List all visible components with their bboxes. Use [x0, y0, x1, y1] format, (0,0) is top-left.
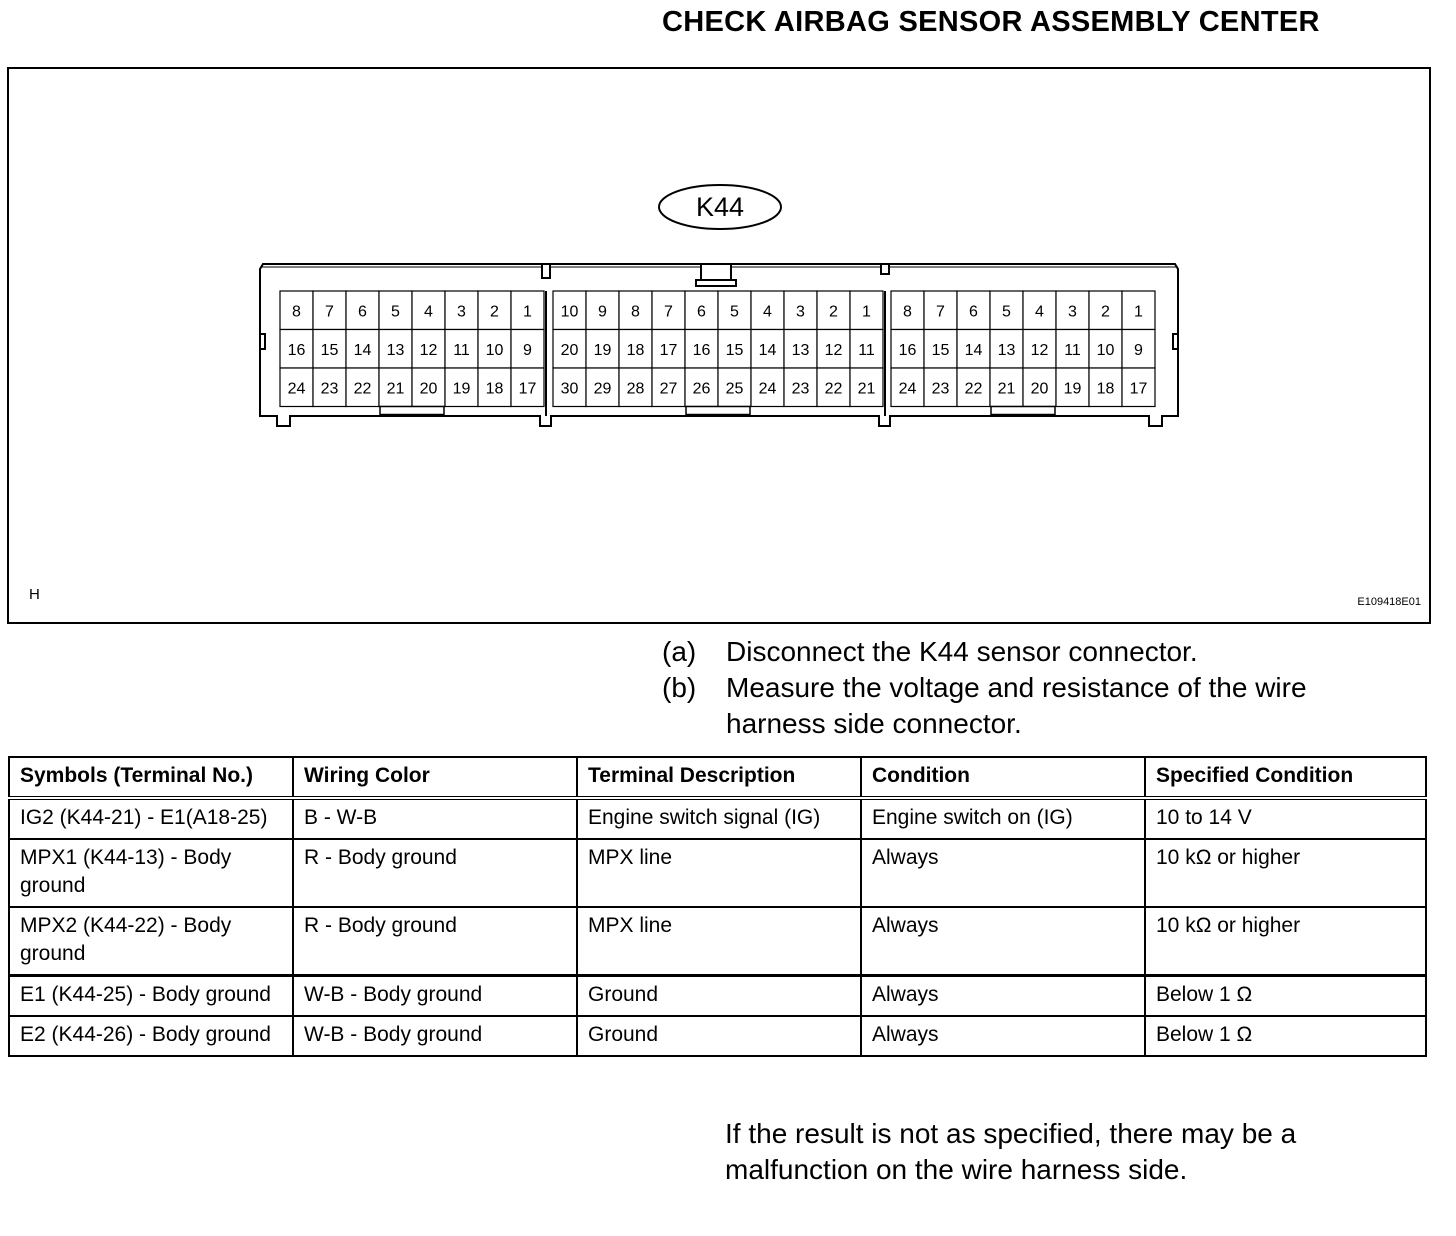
- terminal-number: 17: [518, 380, 537, 398]
- figure-corner-letter: H: [29, 586, 40, 603]
- terminal-number: 23: [931, 380, 950, 398]
- terminal-number: 9: [523, 341, 532, 359]
- terminal-number: 14: [353, 341, 372, 359]
- header-wiring-color: Wiring Color: [293, 757, 577, 798]
- terminal-number: 11: [453, 341, 470, 359]
- terminal-number: 19: [593, 341, 612, 359]
- terminal-number: 16: [692, 341, 711, 359]
- terminal-number: 13: [791, 341, 810, 359]
- terminal-number: 30: [560, 380, 579, 398]
- cell-specified-condition: Below 1 Ω: [1145, 976, 1426, 1017]
- cell-terminal-description: MPX line: [577, 839, 861, 907]
- terminal-number: 9: [598, 303, 607, 321]
- step-text: Disconnect the K44 sensor connector.: [726, 636, 1198, 667]
- terminal-number: 2: [829, 303, 838, 321]
- terminal-number: 8: [631, 303, 640, 321]
- terminal-number: 10: [560, 303, 579, 321]
- cell-specified-condition: Below 1 Ω: [1145, 1016, 1426, 1056]
- header-specified-condition: Specified Condition: [1145, 757, 1426, 798]
- terminal-number: 22: [964, 380, 983, 398]
- header-condition: Condition: [861, 757, 1145, 798]
- terminal-number: 17: [1129, 380, 1148, 398]
- terminal-number: 9: [1134, 341, 1143, 359]
- procedure-steps: [662, 634, 1386, 742]
- cell-symbols: E2 (K44-26) - Body ground: [9, 1016, 293, 1056]
- terminal-number: 29: [593, 380, 612, 398]
- step-b: [662, 670, 1386, 742]
- cell-symbols: IG2 (K44-21) - E1(A18-25): [9, 798, 293, 839]
- terminal-number: 18: [626, 341, 645, 359]
- terminal-number: 17: [659, 341, 678, 359]
- terminal-number: 12: [824, 341, 843, 359]
- cell-condition: Always: [861, 976, 1145, 1017]
- cell-wiring-color: R - Body ground: [293, 839, 577, 907]
- cell-condition: Always: [861, 839, 1145, 907]
- cell-specified-condition: 10 kΩ or higher: [1145, 839, 1426, 907]
- connector-diagram: [9, 69, 1429, 622]
- terminal-number: 11: [858, 341, 875, 359]
- cell-wiring-color: R - Body ground: [293, 907, 577, 976]
- terminal-number: 5: [1002, 303, 1011, 321]
- table-header-row: [9, 757, 1426, 798]
- cell-symbols: E1 (K44-25) - Body ground: [9, 976, 293, 1017]
- terminal-number: 2: [490, 303, 499, 321]
- step-letter: (a): [662, 636, 697, 667]
- step-letter: (b): [662, 672, 697, 703]
- terminal-number: 18: [1096, 380, 1115, 398]
- table-row: [9, 976, 1426, 1017]
- terminal-number: 7: [664, 303, 673, 321]
- terminal-number: 4: [424, 303, 433, 321]
- terminal-number: 14: [964, 341, 983, 359]
- terminal-number: 20: [1030, 380, 1049, 398]
- terminal-number: 8: [292, 303, 301, 321]
- terminal-number: 21: [857, 380, 876, 398]
- terminal-number: 23: [791, 380, 810, 398]
- terminal-number: 21: [997, 380, 1016, 398]
- terminal-number: 15: [320, 341, 339, 359]
- terminal-number: 12: [1030, 341, 1049, 359]
- terminal-number: 14: [758, 341, 777, 359]
- terminal-number: 4: [1035, 303, 1044, 321]
- terminal-number: 7: [936, 303, 945, 321]
- terminal-number: 12: [419, 341, 438, 359]
- latch-notch: [686, 407, 750, 415]
- terminal-number: 23: [320, 380, 339, 398]
- terminal-number: 26: [692, 380, 711, 398]
- cell-terminal-description: Engine switch signal (IG): [577, 798, 861, 839]
- figure-code: E109418E01: [1357, 596, 1421, 608]
- terminal-number: 22: [824, 380, 843, 398]
- terminal-number: 4: [763, 303, 772, 321]
- result-note: If the result is not as specified, there may be a malfunction on the wire harness side.: [725, 1118, 1297, 1185]
- terminal-number: 19: [452, 380, 471, 398]
- terminal-number: 15: [725, 341, 744, 359]
- table-row: [9, 798, 1426, 839]
- cell-terminal-description: MPX line: [577, 907, 861, 976]
- cell-symbols: MPX2 (K44-22) - Body ground: [9, 907, 293, 976]
- table-row: [9, 839, 1426, 907]
- terminal-number: 24: [287, 380, 306, 398]
- step-a: [662, 634, 1386, 670]
- terminal-number: 5: [391, 303, 400, 321]
- terminal-number: 3: [457, 303, 466, 321]
- terminal-number: 25: [725, 380, 744, 398]
- terminal-number: 2: [1101, 303, 1110, 321]
- page-title: CHECK AIRBAG SENSOR ASSEMBLY CENTER: [662, 6, 1320, 38]
- terminal-number: 1: [1134, 303, 1143, 321]
- connector-key: [701, 264, 731, 280]
- terminal-number: 5: [730, 303, 739, 321]
- cell-wiring-color: W-B - Body ground: [293, 976, 577, 1017]
- terminal-number: 16: [898, 341, 917, 359]
- specification-table: [8, 756, 1427, 1057]
- terminal-number: 10: [1096, 341, 1115, 359]
- cell-symbols: MPX1 (K44-13) - Body ground: [9, 839, 293, 907]
- terminal-number: 20: [560, 341, 579, 359]
- terminal-number: 24: [758, 380, 777, 398]
- terminal-number: 20: [419, 380, 438, 398]
- latch-notch: [991, 407, 1055, 415]
- connector-figure: [7, 67, 1431, 624]
- terminal-number: 13: [997, 341, 1016, 359]
- cell-wiring-color: W-B - Body ground: [293, 1016, 577, 1056]
- terminal-number: 27: [659, 380, 678, 398]
- terminal-number: 6: [697, 303, 706, 321]
- terminal-number: 1: [862, 303, 871, 321]
- terminal-number: 16: [287, 341, 306, 359]
- cell-wiring-color: B - W-B: [293, 798, 577, 839]
- terminal-number: 7: [325, 303, 334, 321]
- cell-condition: Always: [861, 1016, 1145, 1056]
- cell-condition: Always: [861, 907, 1145, 976]
- latch-notch: [380, 407, 444, 415]
- terminal-number: 13: [386, 341, 405, 359]
- terminal-number: 8: [903, 303, 912, 321]
- terminal-number: 6: [969, 303, 978, 321]
- terminal-number: 28: [626, 380, 645, 398]
- terminal-number: 19: [1063, 380, 1082, 398]
- terminal-number: 21: [386, 380, 405, 398]
- cell-specified-condition: 10 kΩ or higher: [1145, 907, 1426, 976]
- terminal-number: 24: [898, 380, 917, 398]
- terminal-number: 6: [358, 303, 367, 321]
- cell-condition: Engine switch on (IG): [861, 798, 1145, 839]
- terminal-number: 22: [353, 380, 372, 398]
- header-symbols: Symbols (Terminal No.): [9, 757, 293, 798]
- step-text: Measure the voltage and resistance of the wire harness side connector.: [726, 672, 1307, 739]
- terminal-number: 18: [485, 380, 504, 398]
- terminal-number: 15: [931, 341, 950, 359]
- cell-terminal-description: Ground: [577, 976, 861, 1017]
- terminal-number: 3: [796, 303, 805, 321]
- cell-specified-condition: 10 to 14 V: [1145, 798, 1426, 839]
- cell-terminal-description: Ground: [577, 1016, 861, 1056]
- connector-label: K44: [695, 192, 745, 222]
- terminal-number: 1: [523, 303, 532, 321]
- table-row: [9, 907, 1426, 976]
- header-terminal-description: Terminal Description: [577, 757, 861, 798]
- table-row: [9, 1016, 1426, 1056]
- terminal-number: 10: [485, 341, 504, 359]
- terminal-number: 11: [1064, 341, 1081, 359]
- terminal-number: 3: [1068, 303, 1077, 321]
